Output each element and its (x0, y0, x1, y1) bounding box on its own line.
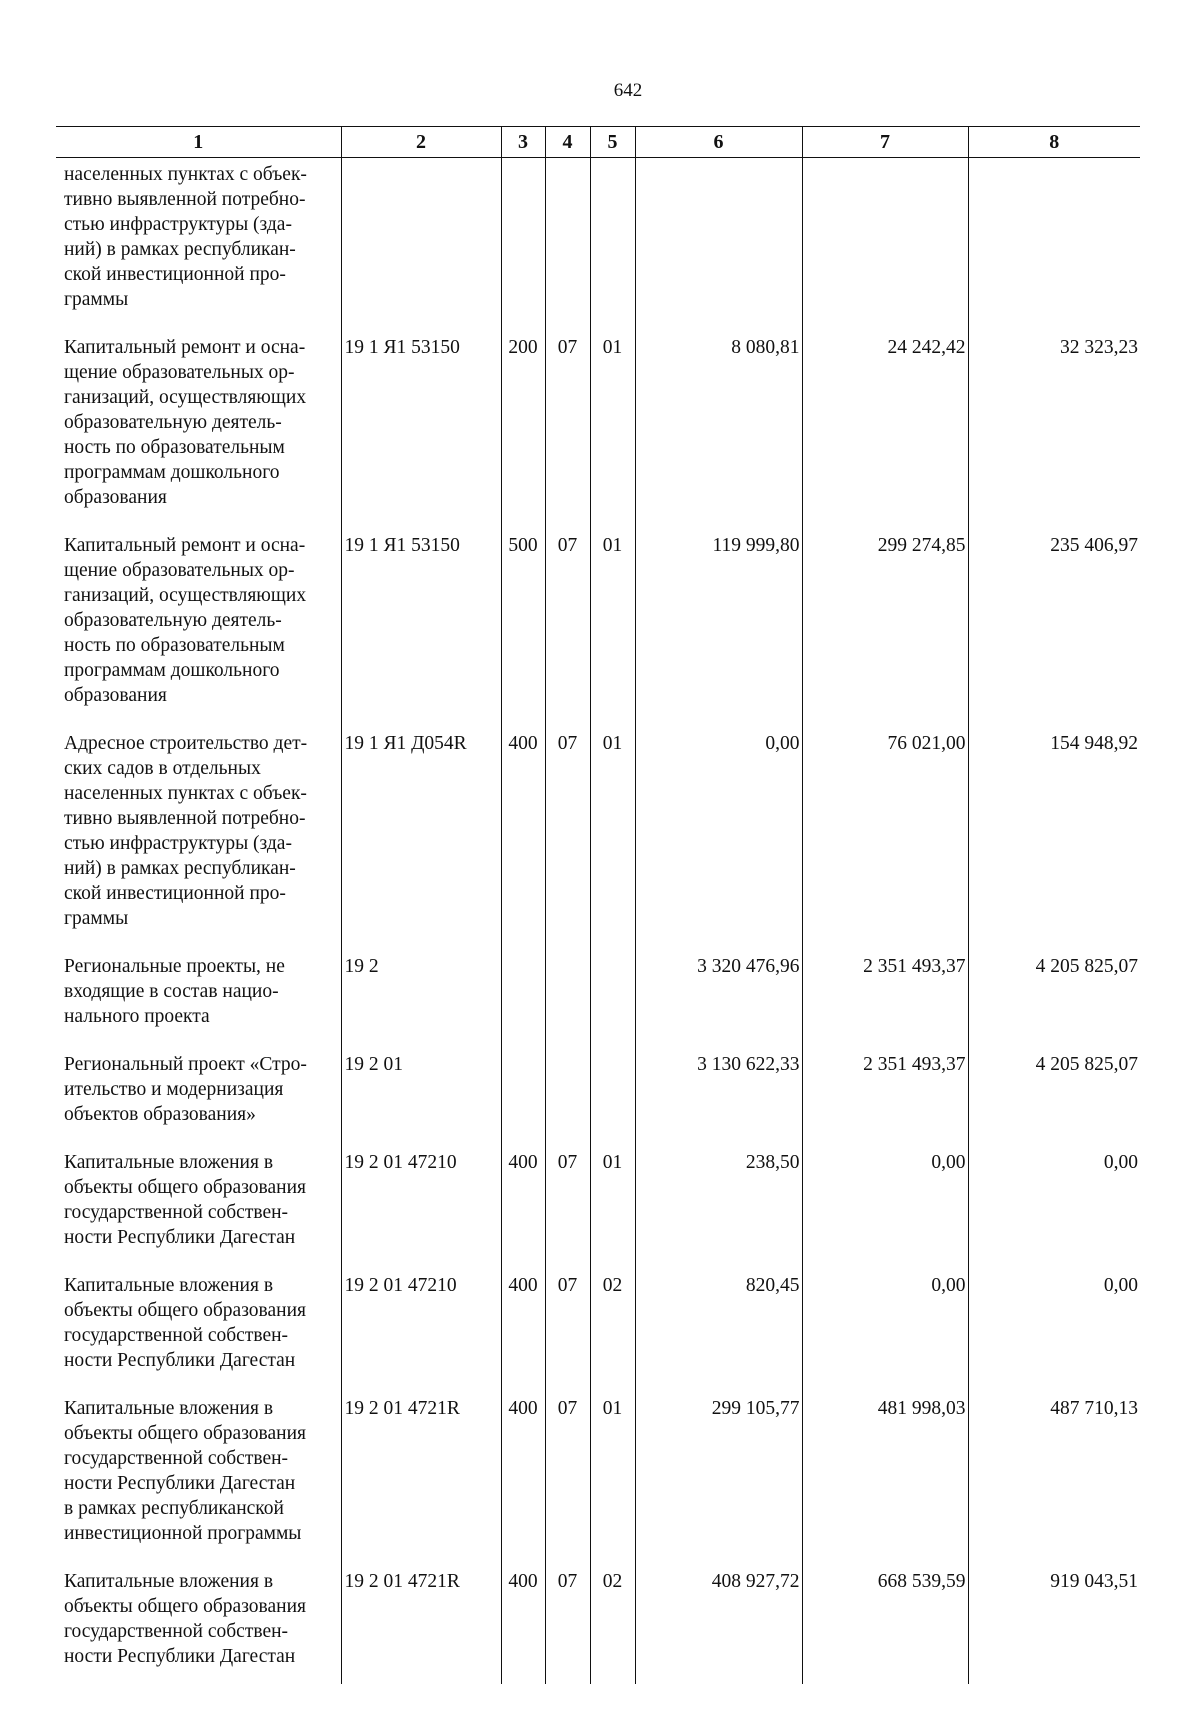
col5-cell (590, 1044, 635, 1142)
row-name-cell: Капитальные вложения в объекты общего образования государственной собствен- ности Республики Дагестан (64, 1275, 306, 1371)
col5-cell: 01 (590, 327, 635, 525)
col5-cell: 02 (590, 1561, 635, 1684)
col8-value: 0,00 (968, 1265, 1140, 1388)
col4-cell (545, 158, 590, 328)
code-cell: 19 2 01 4721R (341, 1388, 501, 1561)
col7-value: 2 351 493,37 (802, 946, 968, 1044)
column-header: 2 (341, 127, 501, 158)
col8-value (968, 158, 1140, 328)
col7-value: 668 539,59 (802, 1561, 968, 1684)
table-row (56, 723, 1140, 946)
column-header: 5 (590, 127, 635, 158)
col7-value: 0,00 (802, 1142, 968, 1265)
col3-cell: 400 (501, 1265, 545, 1388)
col4-cell: 07 (545, 1388, 590, 1561)
col4-cell: 07 (545, 525, 590, 723)
col8-value: 487 710,13 (968, 1388, 1140, 1561)
column-header: 7 (802, 127, 968, 158)
table-row (56, 1561, 1140, 1684)
page-number: 642 (613, 80, 643, 101)
row-name-cell: Капитальный ремонт и осна- щение образовательных ор- ганизаций, осуществляющих образовательную деятель- ность по образовательным программам дошкольного образования (64, 535, 307, 706)
header-row (56, 127, 1140, 158)
budget-table (56, 126, 1140, 1684)
col5-cell: 01 (590, 1388, 635, 1561)
table-row (56, 327, 1140, 525)
col8-value: 0,00 (968, 1142, 1140, 1265)
code-cell: 19 2 01 4721R (341, 1561, 501, 1684)
col3-cell: 500 (501, 525, 545, 723)
col5-cell (590, 158, 635, 328)
col8-value: 919 043,51 (968, 1561, 1140, 1684)
row-name-cell: Региональный проект «Стро- ительство и модернизация объектов образования» (64, 1054, 307, 1125)
col4-cell (545, 946, 590, 1044)
row-name-cell: Капитальные вложения в объекты общего образования государственной собствен- ности Республики Дагестан (64, 1571, 306, 1667)
code-cell: 19 1 Я1 53150 (341, 525, 501, 723)
col6-value: 8 080,81 (635, 327, 802, 525)
code-cell: 19 1 Я1 53150 (341, 327, 501, 525)
col6-value: 3 320 476,96 (635, 946, 802, 1044)
table-row (56, 158, 1140, 328)
table-row (56, 525, 1140, 723)
col3-cell: 400 (501, 1561, 545, 1684)
column-header: 4 (545, 127, 590, 158)
column-header: 6 (635, 127, 802, 158)
col6-value: 0,00 (635, 723, 802, 946)
col8-value: 4 205 825,07 (968, 946, 1140, 1044)
col7-value (802, 158, 968, 328)
col3-cell: 400 (501, 1142, 545, 1265)
col5-cell: 01 (590, 525, 635, 723)
code-cell: 19 2 01 47210 (341, 1265, 501, 1388)
col5-cell: 01 (590, 723, 635, 946)
col6-value: 820,45 (635, 1265, 802, 1388)
col4-cell: 07 (545, 1561, 590, 1684)
col6-value (635, 158, 802, 328)
col7-value: 76 021,00 (802, 723, 968, 946)
col7-value: 0,00 (802, 1265, 968, 1388)
col3-cell: 400 (501, 723, 545, 946)
row-name-cell: Региональные проекты, не входящие в состав нацио- нального проекта (64, 956, 285, 1027)
col6-value: 299 105,77 (635, 1388, 802, 1561)
col3-cell (501, 946, 545, 1044)
table-row (56, 1388, 1140, 1561)
col8-value: 235 406,97 (968, 525, 1140, 723)
table-row (56, 1142, 1140, 1265)
row-name-cell: Адресное строительство дет- ских садов в отдельных населенных пунктах с объек- тивно выявленной потребно- стью инфраструктуры (зда- ний) в рамках республикан- ской инвестиционной про- граммы (64, 733, 308, 929)
code-cell: 19 1 Я1 Д054R (341, 723, 501, 946)
col3-cell: 200 (501, 327, 545, 525)
col4-cell: 07 (545, 723, 590, 946)
col7-value: 24 242,42 (802, 327, 968, 525)
col8-value: 32 323,23 (968, 327, 1140, 525)
table-row (56, 1044, 1140, 1142)
row-name-cell: Капитальные вложения в объекты общего образования государственной собствен- ности Республики Дагестан (64, 1152, 306, 1248)
col6-value: 119 999,80 (635, 525, 802, 723)
column-header: 1 (56, 127, 341, 158)
col8-value: 4 205 825,07 (968, 1044, 1140, 1142)
column-header: 8 (968, 127, 1140, 158)
col4-cell: 07 (545, 1142, 590, 1265)
col4-cell: 07 (545, 327, 590, 525)
col4-cell (545, 1044, 590, 1142)
col7-value: 2 351 493,37 (802, 1044, 968, 1142)
col7-value: 299 274,85 (802, 525, 968, 723)
col6-value: 3 130 622,33 (635, 1044, 802, 1142)
col5-cell (590, 946, 635, 1044)
code-cell: 19 2 (341, 946, 501, 1044)
col6-value: 408 927,72 (635, 1561, 802, 1684)
table-row (56, 946, 1140, 1044)
col5-cell: 02 (590, 1265, 635, 1388)
row-name-cell: населенных пунктах с объек- тивно выявленной потребно- стью инфраструктуры (зда- ний) в рамках республикан- ской инвестиционной про- граммы (64, 164, 307, 310)
col8-value: 154 948,92 (968, 723, 1140, 946)
col4-cell: 07 (545, 1265, 590, 1388)
col3-cell (501, 158, 545, 328)
col7-value: 481 998,03 (802, 1388, 968, 1561)
col6-value: 238,50 (635, 1142, 802, 1265)
code-cell (341, 158, 501, 328)
col3-cell: 400 (501, 1388, 545, 1561)
row-name-cell: Капитальный ремонт и осна- щение образовательных ор- ганизаций, осуществляющих образовательную деятель- ность по образовательным программам дошкольного образования (64, 337, 307, 508)
col3-cell (501, 1044, 545, 1142)
col5-cell: 01 (590, 1142, 635, 1265)
column-header: 3 (501, 127, 545, 158)
row-name-cell: Капитальные вложения в объекты общего образования государственной собствен- ности Республики Дагестан в рамках республиканской инвестиционной программы (64, 1398, 306, 1544)
code-cell: 19 2 01 (341, 1044, 501, 1142)
table-row (56, 1265, 1140, 1388)
code-cell: 19 2 01 47210 (341, 1142, 501, 1265)
